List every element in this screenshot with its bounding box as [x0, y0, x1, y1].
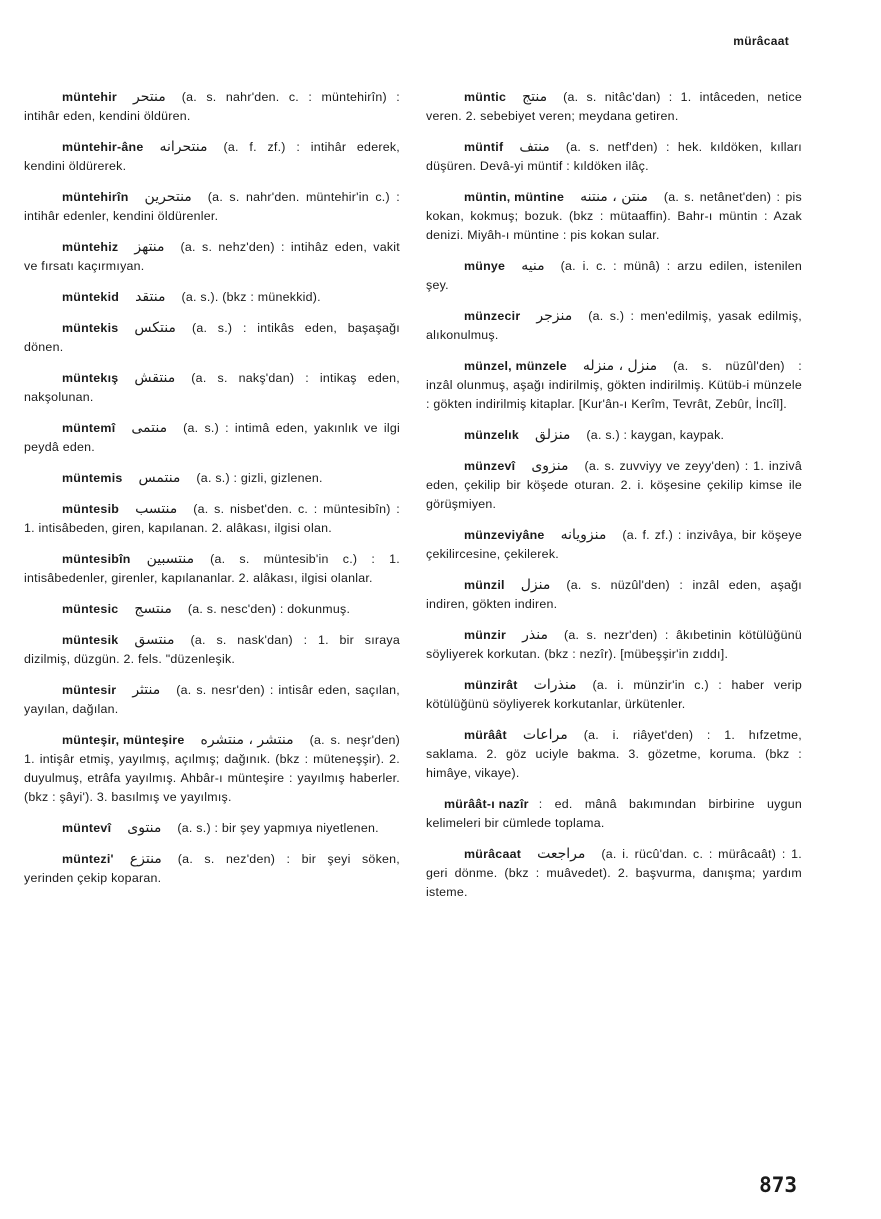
entry-arabic-script: منزجر [536, 308, 573, 324]
entry-headword: müntesibîn [62, 552, 131, 566]
entry-arabic-script: منتحر [133, 89, 166, 105]
entry-definition: (a. s. müntesib'in c.) : 1. intisâbedenler, girenler, kapılananlar. 2. alâkası, ilgisi olanlar. [24, 552, 400, 585]
entry-arabic-script: منتف [519, 139, 550, 155]
entry-headword: müntin, müntine [464, 190, 565, 204]
entry-definition: (a. s. nüzûl'den) : inzâl olunmuş, aşağı indirilmiş, gökten indirilmiş. Kütüb-i münzele : gökten indirilmiş kitaplar. [Kur'ân-ı Kerîm, Tevrât, Zebûr, İncîl]. [426, 359, 802, 411]
entry-arabic-script: منذر [522, 627, 548, 643]
entry-definition: (a. s. netânet'den) : pis kokan, kokmuş; bozuk. (bkz : mütaaffin). Bahr-ı müntin : Azak denizi. Miyâh-ı müntine : pis kokan sular. [426, 190, 802, 242]
entry-definition: (a. s. nez'den) : bir şeyi söken, yerinden çekip koparan. [24, 852, 400, 885]
running-head: mürâcaat [733, 34, 789, 48]
entry-arabic-script: منزوى [531, 458, 569, 474]
entry-arabic-script: منتقش [134, 370, 176, 386]
entry-arabic-script: منتسب [135, 501, 178, 517]
entry-headword: mürâcaat [464, 847, 522, 861]
entry-arabic-script: منتمى [131, 420, 168, 436]
entry-definition: (a. s.) : intimâ eden, yakınlık ve ilgi peydâ eden. [24, 421, 400, 454]
dictionary-entry [426, 457, 802, 514]
entry-definition: (a. s. nisbet'den. c. : müntesibîn) : 1. intisâbeden, giren, kapılanan. 2. alâkası, ilgisi olan. [24, 502, 400, 535]
entry-headword: müntehiz [62, 240, 119, 254]
entry-headword: müntekis [62, 321, 119, 335]
entry-arabic-script: منتن ، منتنه [580, 189, 648, 205]
entry-arabic-script: منتحرين [144, 189, 192, 205]
entry-arabic-script: منتكس [134, 320, 176, 336]
dictionary-entry [426, 88, 802, 126]
dictionary-entry [24, 850, 400, 888]
entry-definition: (a. s. nahr'den. müntehir'in c.) : intihâr edenler, kendini öldürenler. [24, 190, 400, 223]
entry-definition: : ed. mânâ bakımından birbirine uygun kelimeleri bir cümlede toplama. [426, 797, 802, 830]
entry-definition: (a. f. zf.) : intihâr ederek, kendini öldürerek. [24, 140, 400, 173]
dictionary-entry [24, 369, 400, 407]
entry-arabic-script: منتشر ، منتشره [200, 732, 294, 748]
entry-headword: müntezi' [62, 852, 114, 866]
dictionary-entry [24, 469, 400, 488]
entry-arabic-script: منزل ، منزله [582, 358, 658, 374]
dictionary-entry [426, 795, 802, 833]
entry-definition: (a. s.) : men'edilmiş, yasak edilmiş, alıkonulmuş. [426, 309, 802, 342]
entry-headword: müntesir [62, 683, 117, 697]
entry-arabic-script: منتوى [127, 820, 162, 836]
dictionary-entry [426, 845, 802, 902]
entry-headword: mürâât [464, 728, 507, 742]
dictionary-entry [24, 138, 400, 176]
entry-headword: münye [464, 259, 506, 273]
dictionary-entry [426, 138, 802, 176]
entry-definition: (a. s. nesc'den) : dokunmuş. [187, 602, 351, 616]
left-column [24, 88, 400, 900]
entry-headword: müntehir [62, 90, 118, 104]
entry-definition: (a. s. neşr'den) 1. intişâr etmiş, yayılmış, açılmış; dağınık. (bkz : müteneşşir). 2. duyulmuş, etrâfa yayılmış. Ahbâr-ı münteşire : yayılmış haberler. (bkz : şâyi'). 3. basılmış ve yayılmış. [24, 733, 400, 804]
entry-arabic-script: منتحرانه [159, 139, 208, 155]
entry-definition: (a. s. nask'dan) : 1. bir sıraya dizilmiş, düzgün. 2. fels. "düzenleşik. [24, 633, 400, 666]
entry-definition: (a. s. nüzûl'den) : inzâl eden, aşağı indiren, gökten indiren. [426, 578, 802, 611]
dictionary-entry [24, 681, 400, 719]
entry-headword: müntic [464, 90, 507, 104]
entry-definition: (a. s.) : kaygan, kaypak. [586, 428, 725, 442]
dictionary-entry [24, 731, 400, 807]
entry-headword: müntesic [62, 602, 119, 616]
dictionary-entry [426, 426, 802, 445]
dictionary-entry [24, 600, 400, 619]
entry-headword: müntekid [62, 290, 120, 304]
entry-arabic-script: منتقد [135, 289, 166, 305]
entry-headword: münzelık [464, 428, 520, 442]
dictionary-entry [426, 676, 802, 714]
entry-arabic-script: منتسق [134, 632, 175, 648]
entry-headword: münzel, münzele [464, 359, 567, 373]
entry-definition: (a. s.) : intikâs eden, başaşağı dönen. [24, 321, 400, 354]
entry-arabic-script: منتسج [134, 601, 172, 617]
entry-headword: müntehirîn [62, 190, 129, 204]
dictionary-entry [426, 188, 802, 245]
dictionary-entry [24, 550, 400, 588]
entry-headword: münzevî [464, 459, 516, 473]
entry-arabic-script: منتهز [134, 239, 165, 255]
entry-headword: münteşir, münteşire [62, 733, 185, 747]
dictionary-entry [24, 631, 400, 669]
dictionary-entry [24, 238, 400, 276]
entry-arabic-script: منذرات [533, 677, 577, 693]
dictionary-entry [24, 188, 400, 226]
entry-arabic-script: منتج [522, 89, 548, 105]
entry-headword: münzil [464, 578, 505, 592]
entry-definition: (a. s. nakş'dan) : intikaş eden, nakşolunan. [24, 371, 400, 404]
entry-headword: münzecir [464, 309, 521, 323]
entry-definition: (a. s.) : bir şey yapmıya niyetlenen. [177, 821, 379, 835]
entry-definition: (a. s. netf'den) : hek. kıldöken, kılları düşüren. Devâ-yi müntif : kıldöken ilâç. [426, 140, 802, 173]
entry-arabic-script: منتمس [138, 470, 181, 486]
dictionary-entry [426, 357, 802, 414]
entry-definition: (a. s.) : gizli, gizlenen. [196, 471, 323, 485]
dictionary-entry [24, 419, 400, 457]
dictionary-entry [426, 576, 802, 614]
entry-definition: (a. s. nehz'den) : intihâz eden, vakit ve fırsatı kaçırmıyan. [24, 240, 400, 273]
dictionary-entry [24, 819, 400, 838]
entry-arabic-script: منتزع [129, 851, 162, 867]
entry-definition: (a. s. nitâc'dan) : 1. intâceden, netice veren. 2. sebebiyet veren; meydana getiren. [426, 90, 802, 123]
entry-headword: müntevî [62, 821, 112, 835]
entry-definition: (a. s. nezr'den) : âkıbetinin kötülüğünü söyliyerek korkutan. (bkz : nezîr). [mübeşşir'in zıddı]. [426, 628, 802, 661]
entry-arabic-script: منزلق [535, 427, 571, 443]
dictionary-entry [426, 626, 802, 664]
entry-arabic-script: منيه [521, 258, 545, 274]
entry-arabic-script: منزل [520, 577, 551, 593]
entry-headword: müntemî [62, 421, 116, 435]
entry-definition: (a. s. zuvviyy ve zeyy'den) : 1. inzivâ eden, çekilip bir köşede oturan. 2. i. köşesine çekilip kimse ile görüşmiyen. [426, 459, 802, 511]
entry-headword: münzeviyâne [464, 528, 545, 542]
dictionary-entry [426, 526, 802, 564]
entry-arabic-script: منتثر [132, 682, 161, 698]
page-number: 873 [759, 1173, 797, 1197]
entry-arabic-script: مراعات [522, 727, 568, 743]
entry-headword: münzirât [464, 678, 518, 692]
entry-headword: mürâât-ı nazîr [444, 797, 529, 811]
entry-definition: (a. i. münzir'in c.) : haber verip kötülüğünü söyliyerek korkutanlar, ürkütenler. [426, 678, 802, 711]
entry-definition: (a. f. zf.) : inzivâya, bir köşeye çekilircesine, çekilerek. [426, 528, 802, 561]
entry-definition: (a. s.). (bkz : münekkid). [181, 290, 321, 304]
entry-definition: (a. s. nahr'den. c. : müntehirîn) : intihâr eden, kendini öldüren. [24, 90, 400, 123]
dictionary-entry [426, 257, 802, 295]
dictionary-entry [24, 500, 400, 538]
entry-headword: müntif [464, 140, 504, 154]
entry-definition: (a. s. nesr'den) : intisâr eden, saçılan, yayılan, dağılan. [24, 683, 400, 716]
entry-definition: (a. i. riâyet'den) : 1. hıfzetme, saklama. 2. göz uciyle bakma. 3. gözetme, koruma. (bkz : himâye, vikaye). [426, 728, 802, 780]
dictionary-entry [24, 319, 400, 357]
entry-arabic-script: منتسبين [146, 551, 195, 567]
dictionary-entry [426, 726, 802, 783]
entry-headword: müntesik [62, 633, 119, 647]
entry-definition: (a. i. c. : münâ) : arzu edilen, istenilen şey. [426, 259, 802, 292]
entry-headword: müntemis [62, 471, 123, 485]
right-column [426, 88, 802, 914]
dictionary-entry [24, 288, 400, 307]
entry-headword: müntekış [62, 371, 119, 385]
dictionary-entry [24, 88, 400, 126]
entry-headword: müntesib [62, 502, 120, 516]
entry-arabic-script: منزويانه [560, 527, 607, 543]
entry-headword: münzir [464, 628, 507, 642]
entry-arabic-script: مراجعت [537, 846, 586, 862]
dictionary-entry [426, 307, 802, 345]
entry-definition: (a. i. rücû'dan. c. : mürâcaât) : 1. geri dönme. (bkz : muâvedet). 2. başvurma, danışma; yardım isteme. [426, 847, 802, 899]
entry-headword: müntehir-âne [62, 140, 144, 154]
